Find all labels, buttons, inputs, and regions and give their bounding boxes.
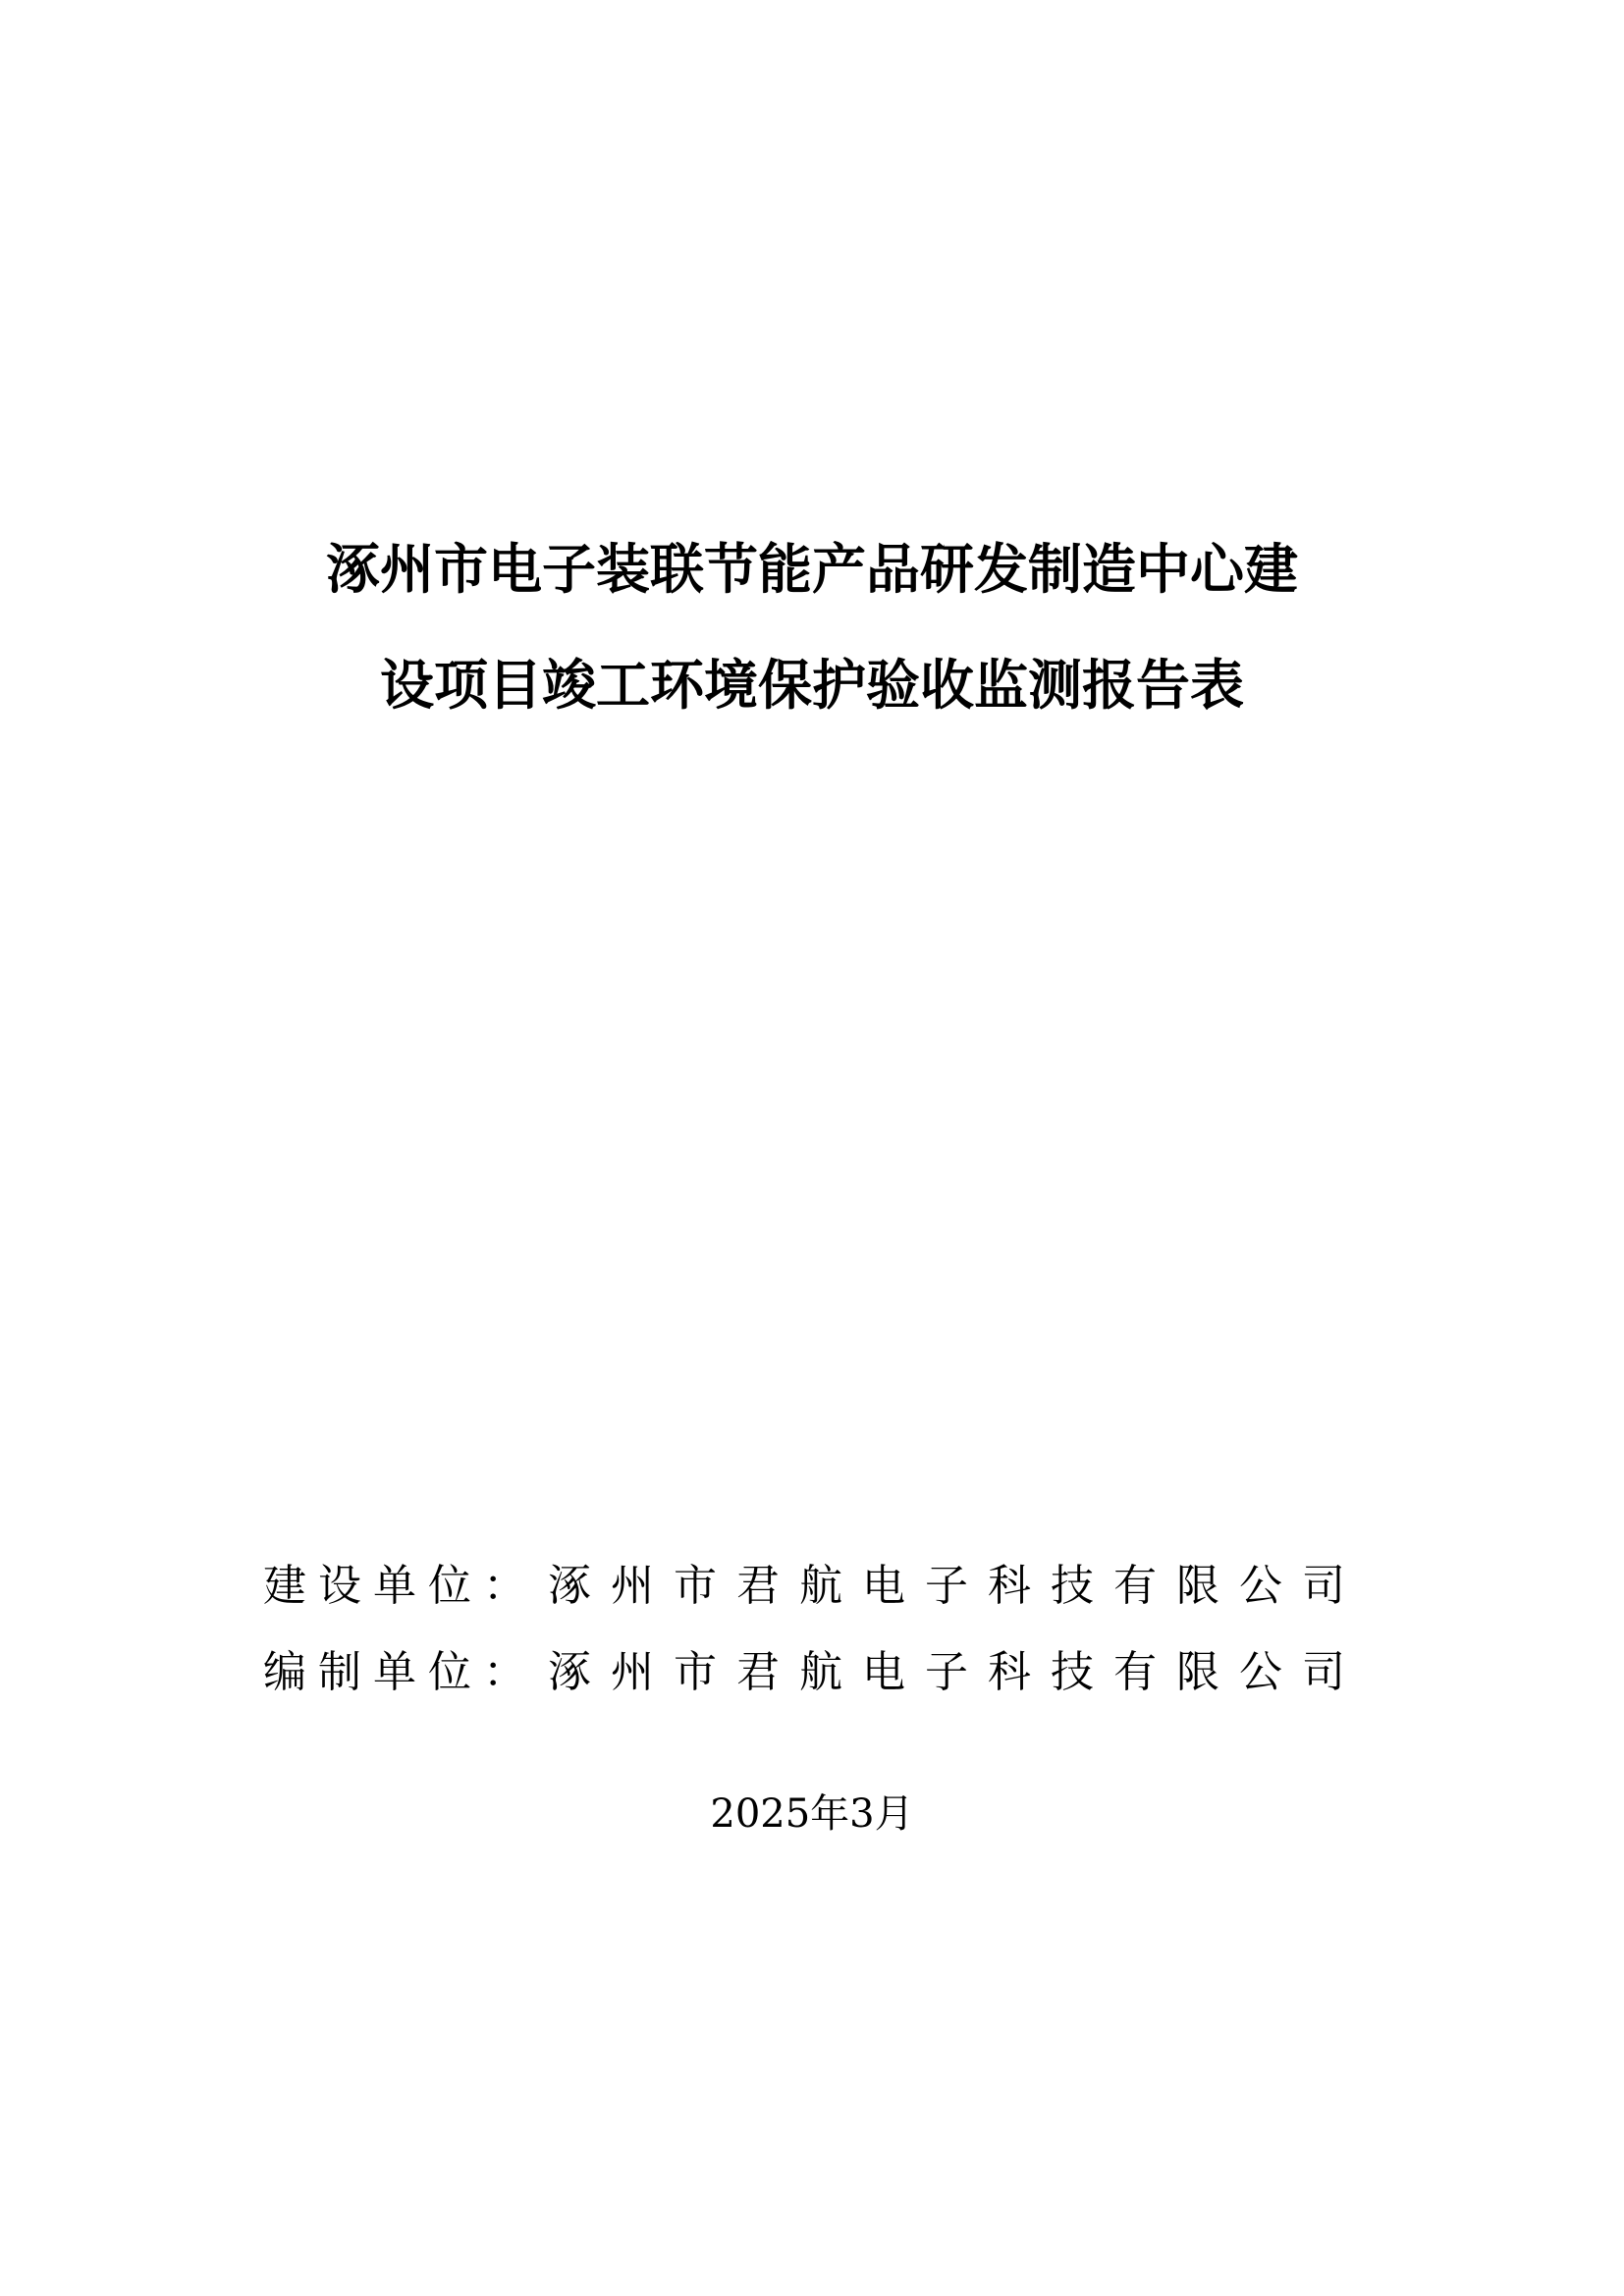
report-date: 2025年3月 <box>710 1791 914 1837</box>
compiling-unit-row <box>263 1645 1382 1700</box>
construction-unit-row <box>263 1559 1382 1614</box>
report-title-line-1: 涿州市电子装联节能产品研发制造中心建 <box>325 538 1298 601</box>
report-title-line-2: 设项目竣工环境保护验收监测报告表 <box>379 654 1244 717</box>
construction-unit-label: 建设单位： <box>263 1561 538 1611</box>
construction-unit-value: 涿州市君航电子科技有限公司 <box>548 1561 1365 1611</box>
compiling-unit-label: 编制单位： <box>263 1647 538 1697</box>
compiling-unit-value: 涿州市君航电子科技有限公司 <box>548 1647 1365 1697</box>
